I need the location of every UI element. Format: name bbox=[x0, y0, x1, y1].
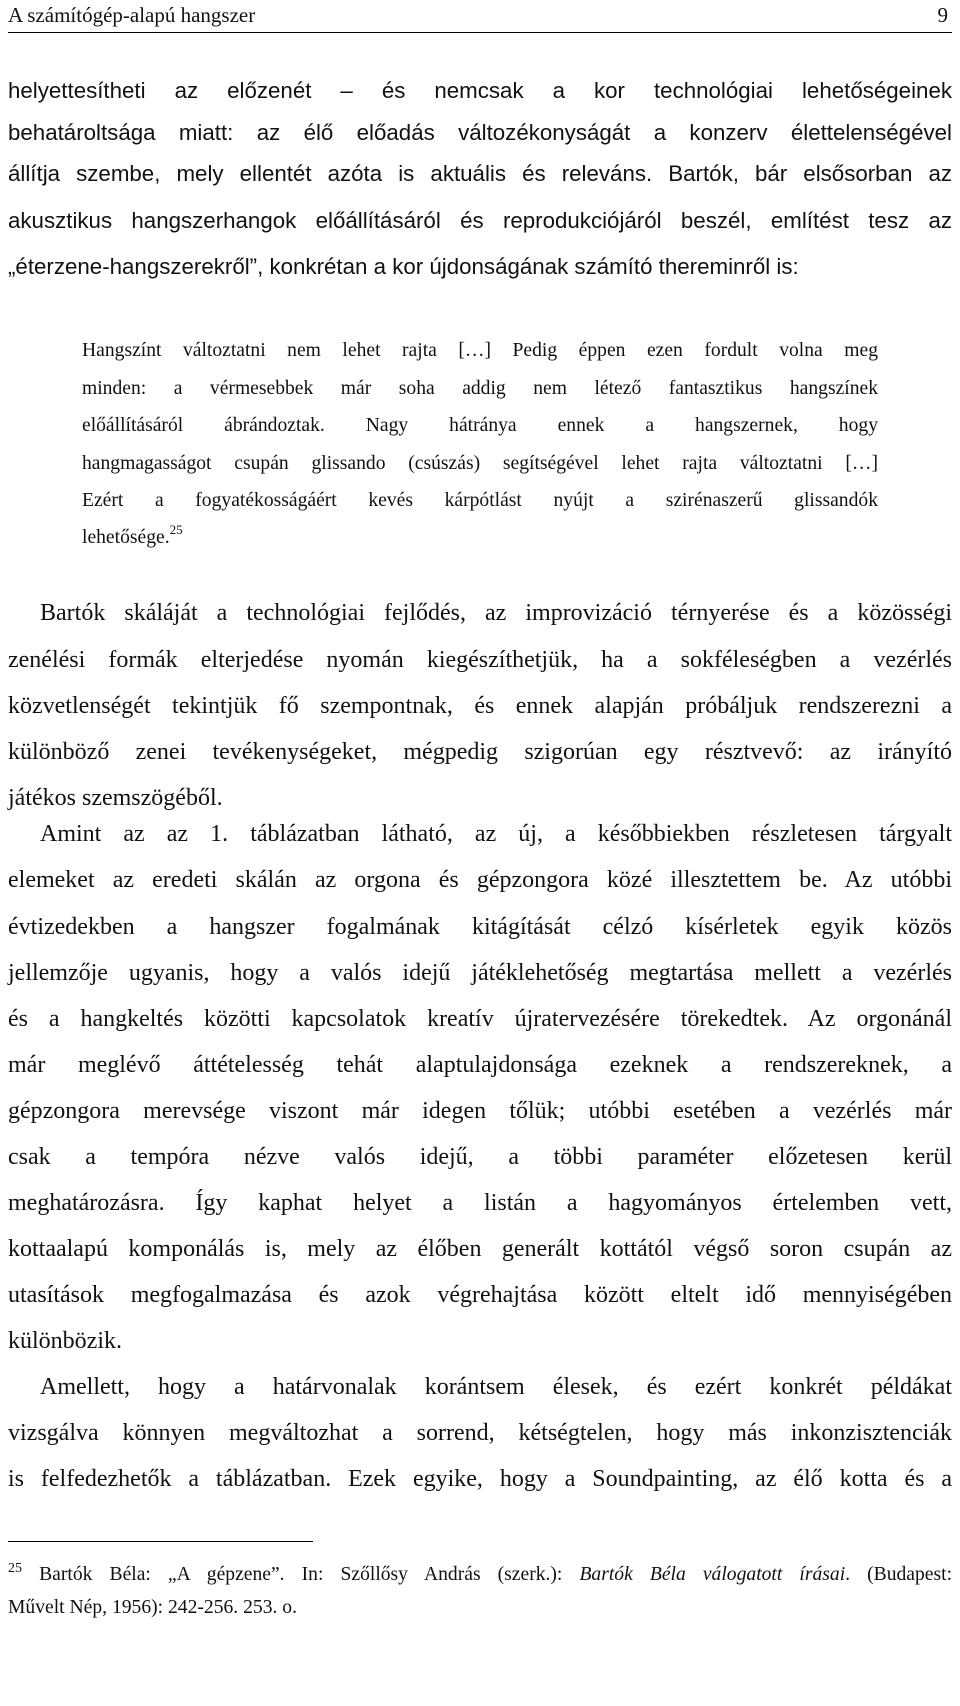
footnote-line bbox=[8, 1561, 953, 1585]
text-line: helyettesítheti az előzenét – és nemcsak a kor technológiai lehetőségeinek bbox=[8, 78, 952, 103]
text-line: játékos szemszögéből. bbox=[8, 785, 223, 811]
footnote-line-2: Művelt Nép, 1956): 242-256. 253. o. bbox=[8, 1597, 297, 1618]
footnote-book-title: Bartók Béla válogatott írásai bbox=[579, 1564, 846, 1585]
footnote-number: 25 bbox=[8, 1561, 22, 1576]
text-line: csak a tempóra nézve valós idejű, a többi paraméter előzetesen kerül bbox=[8, 1144, 952, 1170]
text-line: évtizedekben a hangszer fogalmának kitágítását célzó kísérletek egyik közös bbox=[8, 914, 952, 940]
text-line: meghatározásra. Így kaphat helyet a listán a hagyományos értelemben vett, bbox=[8, 1190, 952, 1216]
text-line: zenélési formák elterjedése nyomán kiegészíthetjük, ha a sokféleségben a vezérlés bbox=[8, 647, 952, 673]
text-line: Amellett, hogy a határvonalak korántsem élesek, és ezért konkrét példákat bbox=[40, 1374, 952, 1400]
text-line: különböző zenei tevékenységeket, mégpedig szigorúan egy résztvevő: az irányító bbox=[8, 739, 952, 765]
text-line: is felfedezhetők a táblázatban. Ezek egyike, hogy a Soundpainting, az élő kotta és a bbox=[8, 1466, 952, 1492]
text-line: utasítások megfogalmazása és azok végrehajtása között eltelt idő mennyiségében bbox=[8, 1282, 952, 1308]
text-line: vizsgálva könnyen megváltozhat a sorrend, kétségtelen, hogy más inkonzisztenciák bbox=[8, 1420, 952, 1446]
quote-line: előállításáról ábrándoztak. Nagy hátránya ennek a hangszernek, hogy bbox=[82, 415, 878, 436]
page-header bbox=[8, 0, 952, 33]
text-line: különbözik. bbox=[8, 1328, 122, 1354]
text-line: és a hangkeltés közötti kapcsolatok kreatív újratervezésére törekedtek. Az orgonánál bbox=[8, 1006, 952, 1032]
text-line: Bartók skáláját a technológiai fejlődés, az improvizáció térnyerése és a közösségi bbox=[40, 600, 952, 626]
text-line: kottaalapú komponálás is, mely az élőben generált kottától végső soron csupán az bbox=[8, 1236, 952, 1262]
footnote-reference[interactable]: 25 bbox=[169, 522, 183, 537]
text-line: állítja szembe, mely ellentét azóta is aktuális és releváns. Bartók, bár elsősorban az bbox=[8, 161, 952, 186]
text-line: elemeket az eredeti skálán az orgona és gépzongora közé illesztettem be. Az utóbbi bbox=[8, 867, 952, 893]
text-line: közvetlenségét tekintjük fő szempontnak, és ennek alapján próbáljuk rendszerezni a bbox=[8, 693, 952, 719]
footnote-author: Bartók Béla: „A gépzene”. In: Szőllősy András (szerk.): bbox=[39, 1564, 580, 1585]
footnote-after-title: . (Budapest: bbox=[845, 1564, 953, 1585]
text-line: már meglévő áttételesség tehát alaptulajdonsága ezeknek a rendszereknek, a bbox=[8, 1052, 952, 1078]
quote-line: minden: a vérmesebbek már soha addig nem létező fantasztikus hangszínek bbox=[82, 378, 878, 399]
quote-last-line bbox=[82, 522, 878, 548]
text-line: gépzongora merevsége viszont már idegen tőlük; utóbbi esetében a vezérlés már bbox=[8, 1098, 952, 1124]
running-title: A számítógép-alapú hangszer bbox=[8, 3, 256, 27]
quote-line: Hangszínt változtatni nem lehet rajta […] Pedig éppen ezen fordult volna meg bbox=[82, 340, 878, 361]
quote-last-text: lehetősége. bbox=[82, 527, 170, 548]
text-line: „éterzene-hangszerekről”, konkrétan a kor újdonságának számító thereminről is: bbox=[8, 254, 799, 279]
text-line: Amint az az 1. táblázatban látható, az új, a későbbiekben részletesen tárgyalt bbox=[40, 821, 952, 847]
text-line: akusztikus hangszerhangok előállításáról és reprodukciójáról beszél, említést tesz az bbox=[8, 208, 952, 233]
quote-line: Ezért a fogyatékosságáért kevés kárpótlást nyújt a szirénaszerű glissandók bbox=[82, 490, 878, 511]
text-line: behatároltsága miatt: az élő előadás változékonyságát a konzerv élettelenségével bbox=[8, 120, 952, 145]
footnote-separator bbox=[8, 1541, 313, 1542]
quote-line: hangmagasságot csupán glissando (csúszás) segítségével lehet rajta változtatni […] bbox=[82, 453, 878, 474]
text-line: jellemzője ugyanis, hogy a valós idejű játéklehetőség megtartása mellett a vezérlés bbox=[8, 960, 952, 986]
page-number: 9 bbox=[937, 3, 948, 27]
